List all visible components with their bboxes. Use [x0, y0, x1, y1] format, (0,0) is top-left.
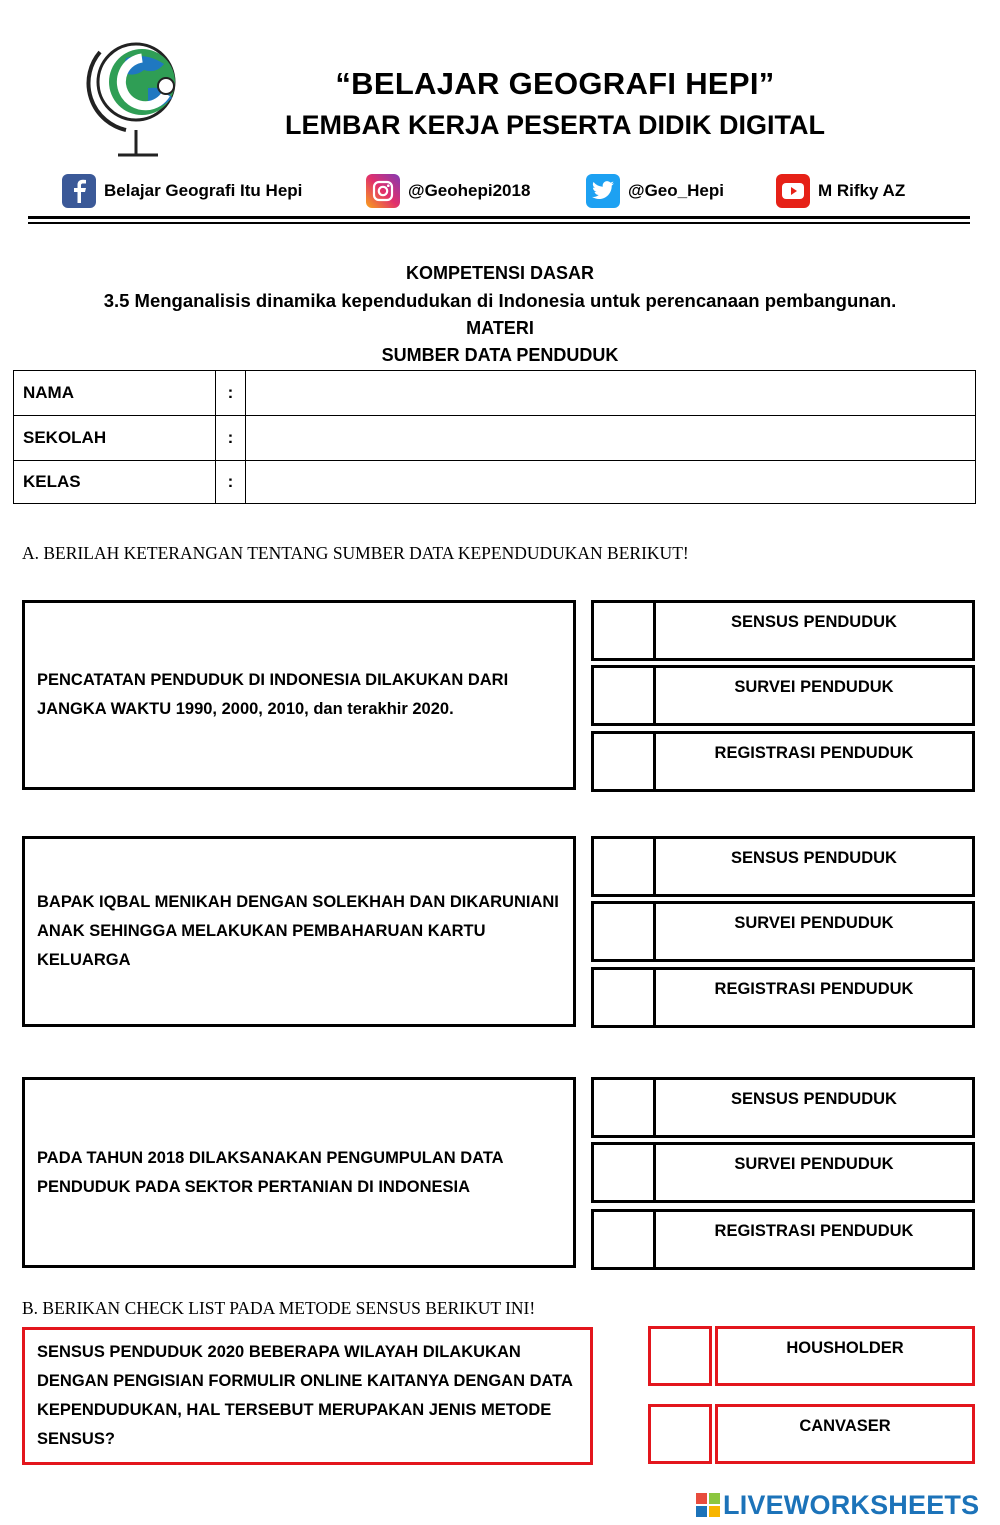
name-label: NAMA: [14, 371, 216, 416]
name-colon: :: [216, 371, 246, 416]
instagram-label: @Geohepi2018: [408, 181, 531, 200]
q2-option-sensus-label: SENSUS PENDUDUK: [731, 849, 897, 867]
competency-heading: KOMPETENSI DASAR: [405, 263, 594, 283]
q3-option-sensus-label: SENSUS PENDUDUK: [731, 1090, 897, 1108]
youtube-icon: [776, 174, 810, 208]
q3-checkbox-registrasi[interactable]: [594, 1212, 656, 1267]
social-youtube: [776, 172, 905, 210]
class-colon: :: [216, 461, 246, 504]
material-title: SUMBER DATA PENDUDUK: [381, 345, 619, 365]
competency-text: 3.5 Menganalisis dinamika kependudukan di Indonesia untuk perencanaan pembangunan.: [103, 290, 897, 311]
section-b-question-box: [22, 1327, 593, 1465]
checkbox-housholder[interactable]: [648, 1326, 712, 1386]
q2-option-sensus[interactable]: [591, 836, 975, 897]
identity-row-school: [14, 416, 976, 461]
header-divider: [28, 216, 970, 219]
option-housholder[interactable]: HOUSHOLDER: [715, 1326, 975, 1386]
q3-checkbox-sensus[interactable]: [594, 1080, 656, 1135]
question-2-box: [22, 836, 576, 1027]
class-field[interactable]: [246, 461, 976, 504]
globe-logo-icon: [86, 38, 186, 160]
twitter-label: @Geo_Hepi: [628, 181, 724, 200]
class-label: KELAS: [14, 461, 216, 504]
question-3-text: PADA TAHUN 2018 DILAKSANAKAN PENGUMPULAN DATA PENDUDUK PADA SEKTOR PERTANIAN DI INDONESIA: [37, 1148, 503, 1196]
q2-checkbox-registrasi[interactable]: [594, 970, 656, 1025]
q3-option-registrasi[interactable]: [591, 1209, 975, 1270]
section-a-heading: A. BERILAH KETERANGAN TENTANG SUMBER DATA KEPENDUDUKAN BERIKUT!: [22, 543, 689, 563]
worksheet-title: “BELAJAR GEOGRAFI HEPI”: [335, 66, 775, 101]
q1-checkbox-survei[interactable]: [594, 668, 656, 723]
social-twitter: [586, 172, 724, 210]
q2-checkbox-survei[interactable]: [594, 904, 656, 959]
header-divider-thin: [28, 222, 970, 224]
q2-option-survei-label: SURVEI PENDUDUK: [734, 914, 894, 932]
section-b-question-text: SENSUS PENDUDUK 2020 BEBERAPA WILAYAH DILAKUKAN DENGAN PENGISIAN FORMULIR ONLINE KAITANYA DENGAN DATA KEPENDUDUKAN, HAL TERSEBUT MERUPAKAN JENIS METODE SENSUS?: [37, 1343, 573, 1448]
identity-row-name: [14, 371, 976, 416]
youtube-label: M Rifky AZ: [818, 181, 906, 200]
q1-option-registrasi-label: REGISTRASI PENDUDUK: [714, 744, 914, 762]
q1-option-survei-label: SURVEI PENDUDUK: [734, 678, 894, 696]
section-b-heading: B. BERIKAN CHECK LIST PADA METODE SENSUS BERIKUT INI!: [22, 1298, 536, 1318]
question-3-box: [22, 1077, 576, 1268]
q2-checkbox-sensus[interactable]: [594, 839, 656, 894]
checkbox-canvaser[interactable]: [648, 1404, 712, 1464]
twitter-icon: [586, 174, 620, 208]
social-instagram: [366, 172, 530, 210]
worksheet-subtitle: LEMBAR KERJA PESERTA DIDIK DIGITAL: [284, 110, 825, 140]
q1-checkbox-registrasi[interactable]: [594, 734, 656, 789]
liveworksheets-watermark[interactable]: [696, 1488, 979, 1522]
name-field[interactable]: [246, 371, 976, 416]
school-colon: :: [216, 416, 246, 461]
identity-table: [13, 370, 976, 504]
facebook-label: Belajar Geografi Itu Hepi: [104, 181, 303, 200]
facebook-icon: [62, 174, 96, 208]
q3-option-survei[interactable]: [591, 1142, 975, 1203]
identity-row-class: [14, 461, 976, 504]
q1-checkbox-sensus[interactable]: [594, 603, 656, 658]
q3-checkbox-survei[interactable]: [594, 1145, 656, 1200]
school-label: SEKOLAH: [14, 416, 216, 461]
social-facebook: [62, 172, 302, 210]
q2-option-registrasi-label: REGISTRASI PENDUDUK: [714, 980, 914, 998]
question-2-text: BAPAK IQBAL MENIKAH DENGAN SOLEKHAH DAN DIKARUNIANI ANAK SEHINGGA MELAKUKAN PEMBAHARUAN KARTU KELUARGA: [37, 893, 559, 969]
q1-option-survei[interactable]: [591, 665, 975, 726]
material-heading: MATERI: [466, 318, 534, 338]
q1-option-sensus-label: SENSUS PENDUDUK: [731, 613, 897, 631]
school-field[interactable]: [246, 416, 976, 461]
instagram-icon: [366, 174, 400, 208]
q3-option-sensus[interactable]: [591, 1077, 975, 1138]
watermark-text: LIVEWORKSHEETS: [723, 1489, 980, 1520]
q2-option-registrasi[interactable]: [591, 967, 975, 1028]
q2-option-survei[interactable]: [591, 901, 975, 962]
option-canvaser[interactable]: CANVASER: [715, 1404, 975, 1464]
q3-option-registrasi-label: REGISTRASI PENDUDUK: [714, 1222, 914, 1240]
q1-option-registrasi[interactable]: [591, 731, 975, 792]
question-1-text: PENCATATAN PENDUDUK DI INDONESIA DILAKUKAN DARI JANGKA WAKTU 1990, 2000, 2010, dan terakhir 2020.: [37, 671, 509, 718]
liveworksheets-logo-icon: [696, 1493, 720, 1517]
q3-option-survei-label: SURVEI PENDUDUK: [734, 1155, 894, 1173]
q1-option-sensus[interactable]: [591, 600, 975, 661]
question-1-box: [22, 600, 576, 790]
